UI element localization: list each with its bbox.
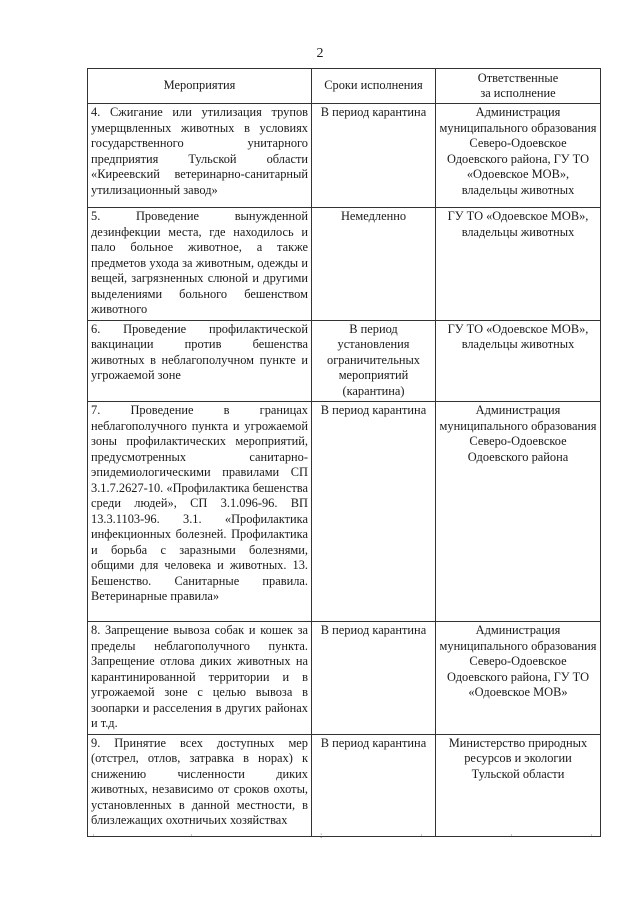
responsible-cell: Министерство природных ресурсов и экологии Тульской области	[436, 734, 601, 836]
responsible-cell: Администрация муниципального образования Северо-Одоевское Одоевского района, ГУ ТО «Одоевское МОВ»	[436, 622, 601, 735]
table-row	[88, 622, 601, 735]
table-row	[88, 320, 601, 402]
activity-cell: 7. Проведение в границах неблагополучного пункта и угрожаемой зоны профилактических мероприятий, предусмотренных санитарно-эпидемиологическими правилами СП 3.1.7.2627-10. «Профилактика бешенства среди людей», СП 3.1.096-96. ВП 13.3.1103-96. 3.1. «Профилактика инфекционных болезней. Профилактика и борьба с заразными болезнями, общими для человека и животных. 13. Бешенство. Санитарные правила. Ветеринарные правила»	[88, 402, 312, 622]
deadline-cell: В период установления ограничительных мероприятий (карантина)	[312, 320, 436, 402]
deadline-cell: В период карантина	[312, 622, 436, 735]
activity-cell: 6. Проведение профилактической вакцинации против бешенства животных в неблагополучном пункте и угрожаемой зоне	[88, 320, 312, 402]
table-row	[88, 734, 601, 836]
deadline-cell: В период карантина	[312, 104, 436, 208]
activity-cell: 5. Проведение вынужденной дезинфекции места, где находилось и пало больное животное, а также предметов ухода за животным, одежды и вещей, загрязненных слюной и другими выделениями больного бешенством животного	[88, 208, 312, 321]
responsible-cell: ГУ ТО «Одоевское МОВ», владельцы животных	[436, 320, 601, 402]
table-header-row	[88, 69, 601, 104]
activity-cell: 4. Сжигание или утилизация трупов умерщвленных животных в условиях государственного унитарного предприятия Тульской области «Киреевский ветеринарно-санитарный утилизационный завод»	[88, 104, 312, 208]
page-number: 2	[316, 46, 324, 61]
responsible-cell: ГУ ТО «Одоевское МОВ», владельцы животных	[436, 208, 601, 321]
table-row	[88, 402, 601, 622]
responsible-cell: Администрация муниципального образования Северо-Одоевское Одоевского района	[436, 402, 601, 622]
header-responsible: Ответственные за исполнение	[436, 69, 601, 104]
table-row	[88, 104, 601, 208]
activity-cell: 8. Запрещение вывоза собак и кошек за пределы неблагополучного пункта. Запрещение отлова диких животных на карантинированной территории и в угрожаемой зоне с целью вывоза в зоопарки и расселения в других районах и т.д.	[88, 622, 312, 735]
deadline-cell: В период карантина	[312, 402, 436, 622]
responsible-cell: Администрация муниципального образования Северо-Одоевское Одоевского района, ГУ ТО «Одоевское МОВ», владельцы животных	[436, 104, 601, 208]
activity-cell: 9. Принятие всех доступных мер (отстрел, отлов, затравка в норах) к снижению численности диких животных, независимо от сроков охоты, установленных в данной местности, в близлежащих охотничьих хозяйствах	[88, 734, 312, 836]
deadline-cell: Немедленно	[312, 208, 436, 321]
header-deadline: Сроки исполнения	[312, 69, 436, 104]
deadline-cell: В период карантина	[312, 734, 436, 836]
table-row	[88, 208, 601, 321]
measures-table	[87, 68, 601, 837]
header-activity: Мероприятия	[88, 69, 312, 104]
scan-artifact-dots: · · : · · ·	[92, 830, 593, 840]
